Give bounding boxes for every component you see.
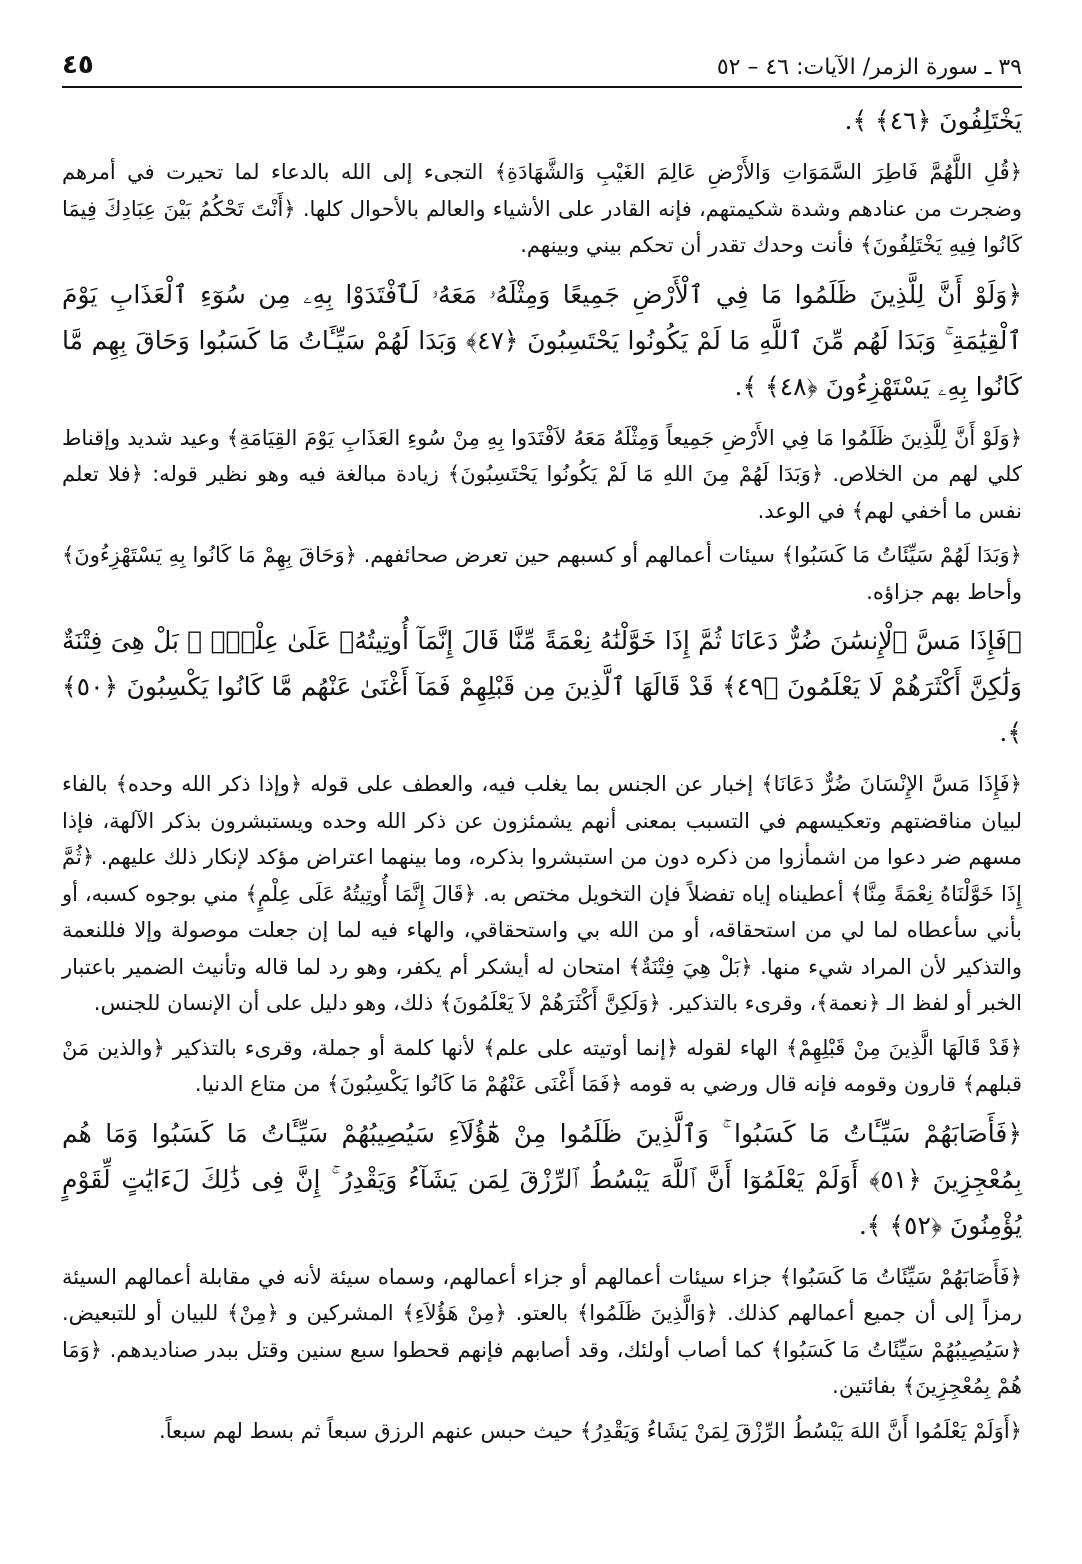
commentary-paragraph: ﴿فَإِذَا مَسَّ الإِنْسَانَ ضُرٌّ دَعَانَا﴾ إخبار عن الجنس بما يغلب فيه، والعطف على قوله ﴿وإذا ذكر الله وحده﴾ بالفاء لبيان مناقضتهم وتعكيسهم في التسبب بمعنى أنهم يشمئزون عن ذكر الله وحده ويستبشرون بذكر الآلهة، فإذا مسهم ضر دعوا من اشمأزوا من ذكره دون من استبشروا بذكره، وما بينهما اعتراض مؤكد لإنكار ذلك عليهم. ﴿ثُمَّ إِذَا خَوَّلْنَاهُ نِعْمَةً مِنَّا﴾ أعطيناه إياه تفضلاً فإن التخويل مختص به. ﴿قَالَ إِنَّمَا أُوتِيتُهُ عَلَى عِلْمٍ﴾ مني بوجوه كسبه، أو بأني سأعطاه لما لي من استحقاقه، أو من الله بي واستحقاقي، والهاء فيه لما إن جعلت موصولة وإلا فللنعمة والتذكير لأن المراد شيء منها. ﴿بَلْ هِيَ فِتْنَةٌ﴾ امتحان له أيشكر أم يكفر، وهو رد لما قاله وتأنيث الضمير باعتبار الخبر أو لفظ الـ ﴿نعمة﴾، وقرىء بالتذكير. ﴿وَلَكِنَّ أَكْثَرَهُمْ لاَ يَعْلَمُونَ﴾ ذلك، وهو دليل على أن الإنسان للجنس. [62,772,1022,1015]
page-header [62,50,1022,88]
page-content [62,98,1022,1449]
quran-verse-47-48: ﴿وَلَوْ أَنَّ لِلَّذِينَ ظَلَمُوا مَا فِي ٱلْأَرْضِ جَمِيعًا وَمِثْلَهُۥ مَعَهُۥ لَٱفْتَدَوْا بِهِۦ مِن سُوٓءِ ٱلْعَذَابِ يَوْمَ ٱلْقِيَٰمَةِ ۚ وَبَدَا لَهُم مِّنَ ٱللَّهِ مَا لَمْ يَكُونُوا يَحْتَسِبُونَ ﴿٤٧﴾ وَبَدَا لَهُمْ سَيِّـَٔاتُ مَا كَسَبُوا وَحَاقَ بِهِم مَّا كَانُوا بِهِۦ يَسْتَهْزِءُونَ ﴿٤٨﴾ ﴾. [62,279,1023,401]
commentary-paragraph: ﴿أَوَلَمْ يَعْلَمُوا أَنَّ اللهَ يَبْسُطُ الرِّزْقَ لِمَنْ يَشَاءُ وَيَقْدِرُ﴾ حيث حبس عنهم الرزق سبعاً ثم بسط لهم سبعاً. [159,1418,1022,1443]
page-number: ٤٥ [62,50,94,80]
commentary-paragraph: ﴿فَأَصَابَهُمْ سَيِّئَاتُ مَا كَسَبُوا﴾ جزاء سيئات أعمالهم أو جزاء أعمالهم، وسماه سيئة لأنه في مقابلة أعمالهم السيئة رمزاً إلى أن جميع أعمالهم كذلك. ﴿وَالَّذِينَ ظَلَمُوا﴾ بالعتو. ﴿مِنْ هَؤُلاَءِ﴾ المشركين و ﴿مِنْ﴾ للبيان أو للتبعيض. ﴿سَيُصِيبُهُمْ سَيِّئَاتُ مَا كَسَبُوا﴾ كما أصاب أولئك، وقد أصابهم فإنهم قحطوا سبع سنين وقتل ببدر صناديدهم. ﴿وَمَا هُمْ بِمُعْجِزِينَ﴾ بفائتين. [62,1264,1022,1398]
quran-verse-46-end: يَخْتَلِفُونَ ﴿٤٦﴾ ﴾. [844,106,1022,135]
running-title: ٣٩ ـ سورة الزمر/ الآيات: ٤٦ – ٥٢ [716,55,1022,80]
commentary-paragraph: ﴿قُلِ اللَّهُمَّ فَاطِرَ السَّمَوَاتِ وَالأَرْضِ عَالِمَ الغَيْبِ وَالشَّهَادَةِ﴾ التجىء إلى الله بالدعاء لما تحيرت في أمرهم وضجرت من عنادهم وشدة شكيمتهم، فإنه القادر على الأشياء والعالم بالأحوال كلها. ﴿أَنْتَ تَحْكُمُ بَيْنَ عِبَادِكَ فِيمَا كَانُوا فِيهِ يَخْتَلِفُونَ﴾ فأنت وحدك تقدر أن تحكم بيني وبينهم. [62,160,1022,257]
commentary-paragraph: ﴿وَلَوْ أَنَّ لِلَّذِينَ ظَلَمُوا مَا فِي الأَرْضِ جَمِيعاً وَمِثْلَهُ مَعَهُ لاَفْتَدَوا بِهِ مِنْ سُوءِ العَذَابِ يَوْمَ القِيَامَةِ﴾ وعيد شديد وإقناط كلي لهم من الخلاص. ﴿وَبَدَا لَهُمْ مِنَ اللهِ مَا لَمْ يَكُونُوا يَحْتَسِبُونَ﴾ زيادة مبالغة فيه وهو نظير قوله: ﴿فلا تعلم نفس ما أخفي لهم﴾ في الوعد. [62,425,1022,523]
commentary-paragraph: ﴿وَبَدَا لَهُمْ سَيِّئَاتُ مَا كَسَبُوا﴾ سيئات أعمالهم أو كسبهم حين تعرض صحائفهم. ﴿وَحَاقَ بِهِمْ مَا كَانُوا بِهِ يَسْتَهْزِءُونَ﴾ وأحاط بهم جزاؤه. [62,543,1022,604]
quran-verse-49-50: ﴿فَإِذَا مَسَّ ٱلْإِنسَٰنَ ضُرٌّ دَعَانَا ثُمَّ إِذَا خَوَّلْنَٰهُ نِعْمَةً مِّنَّا قَالَ إِنَّمَآ أُوتِيتُهُۥ عَلَىٰ عِلْمٍۭ ۚ بَلْ هِىَ فِتْنَةٌ وَلَٰكِنَّ أَكْثَرَهُمْ لَا يَعْلَمُونَ ﴿٤٩﴾ قَدْ قَالَهَا ٱلَّذِينَ مِن قَبْلِهِمْ فَمَآ أَغْنَىٰ عَنْهُم مَّا كَانُوا يَكْسِبُونَ ﴿٥٠﴾ ﴾. [62,626,1022,747]
quran-verse-51-52: ﴿فَأَصَابَهُمْ سَيِّـَٔاتُ مَا كَسَبُوا ۚ وَٱلَّذِينَ ظَلَمُوا مِنْ هَٰٓؤُلَآءِ سَيُصِيبُهُمْ سَيِّـَٔاتُ مَا كَسَبُوا وَمَا هُم بِمُعْجِزِينَ ﴿٥١﴾ أَوَلَمْ يَعْلَمُوٓا أَنَّ ٱللَّهَ يَبْسُطُ ٱلرِّزْقَ لِمَن يَشَآءُ وَيَقْدِرُ ۚ إِنَّ فِى ذَٰلِكَ لَءَايَٰتٍ لِّقَوْمٍ يُؤْمِنُونَ ﴿٥٢﴾ ﴾. [62,1118,1022,1240]
commentary-paragraph: ﴿قَدْ قَالَهَا الَّذِينَ مِنْ قَبْلِهِمْ﴾ الهاء لقوله ﴿إنما أوتيته على علم﴾ لأنها كلمة أو جملة، وقرىء بالتذكير ﴿والذين مَنْ قبلهم﴾ قارون وقومه فإنه قال ورضي به قومه ﴿فَمَا أَغْنَى عَنْهُمْ مَا كَانُوا يَكْسِبُونَ﴾ من متاع الدنيا. [62,1035,1022,1096]
